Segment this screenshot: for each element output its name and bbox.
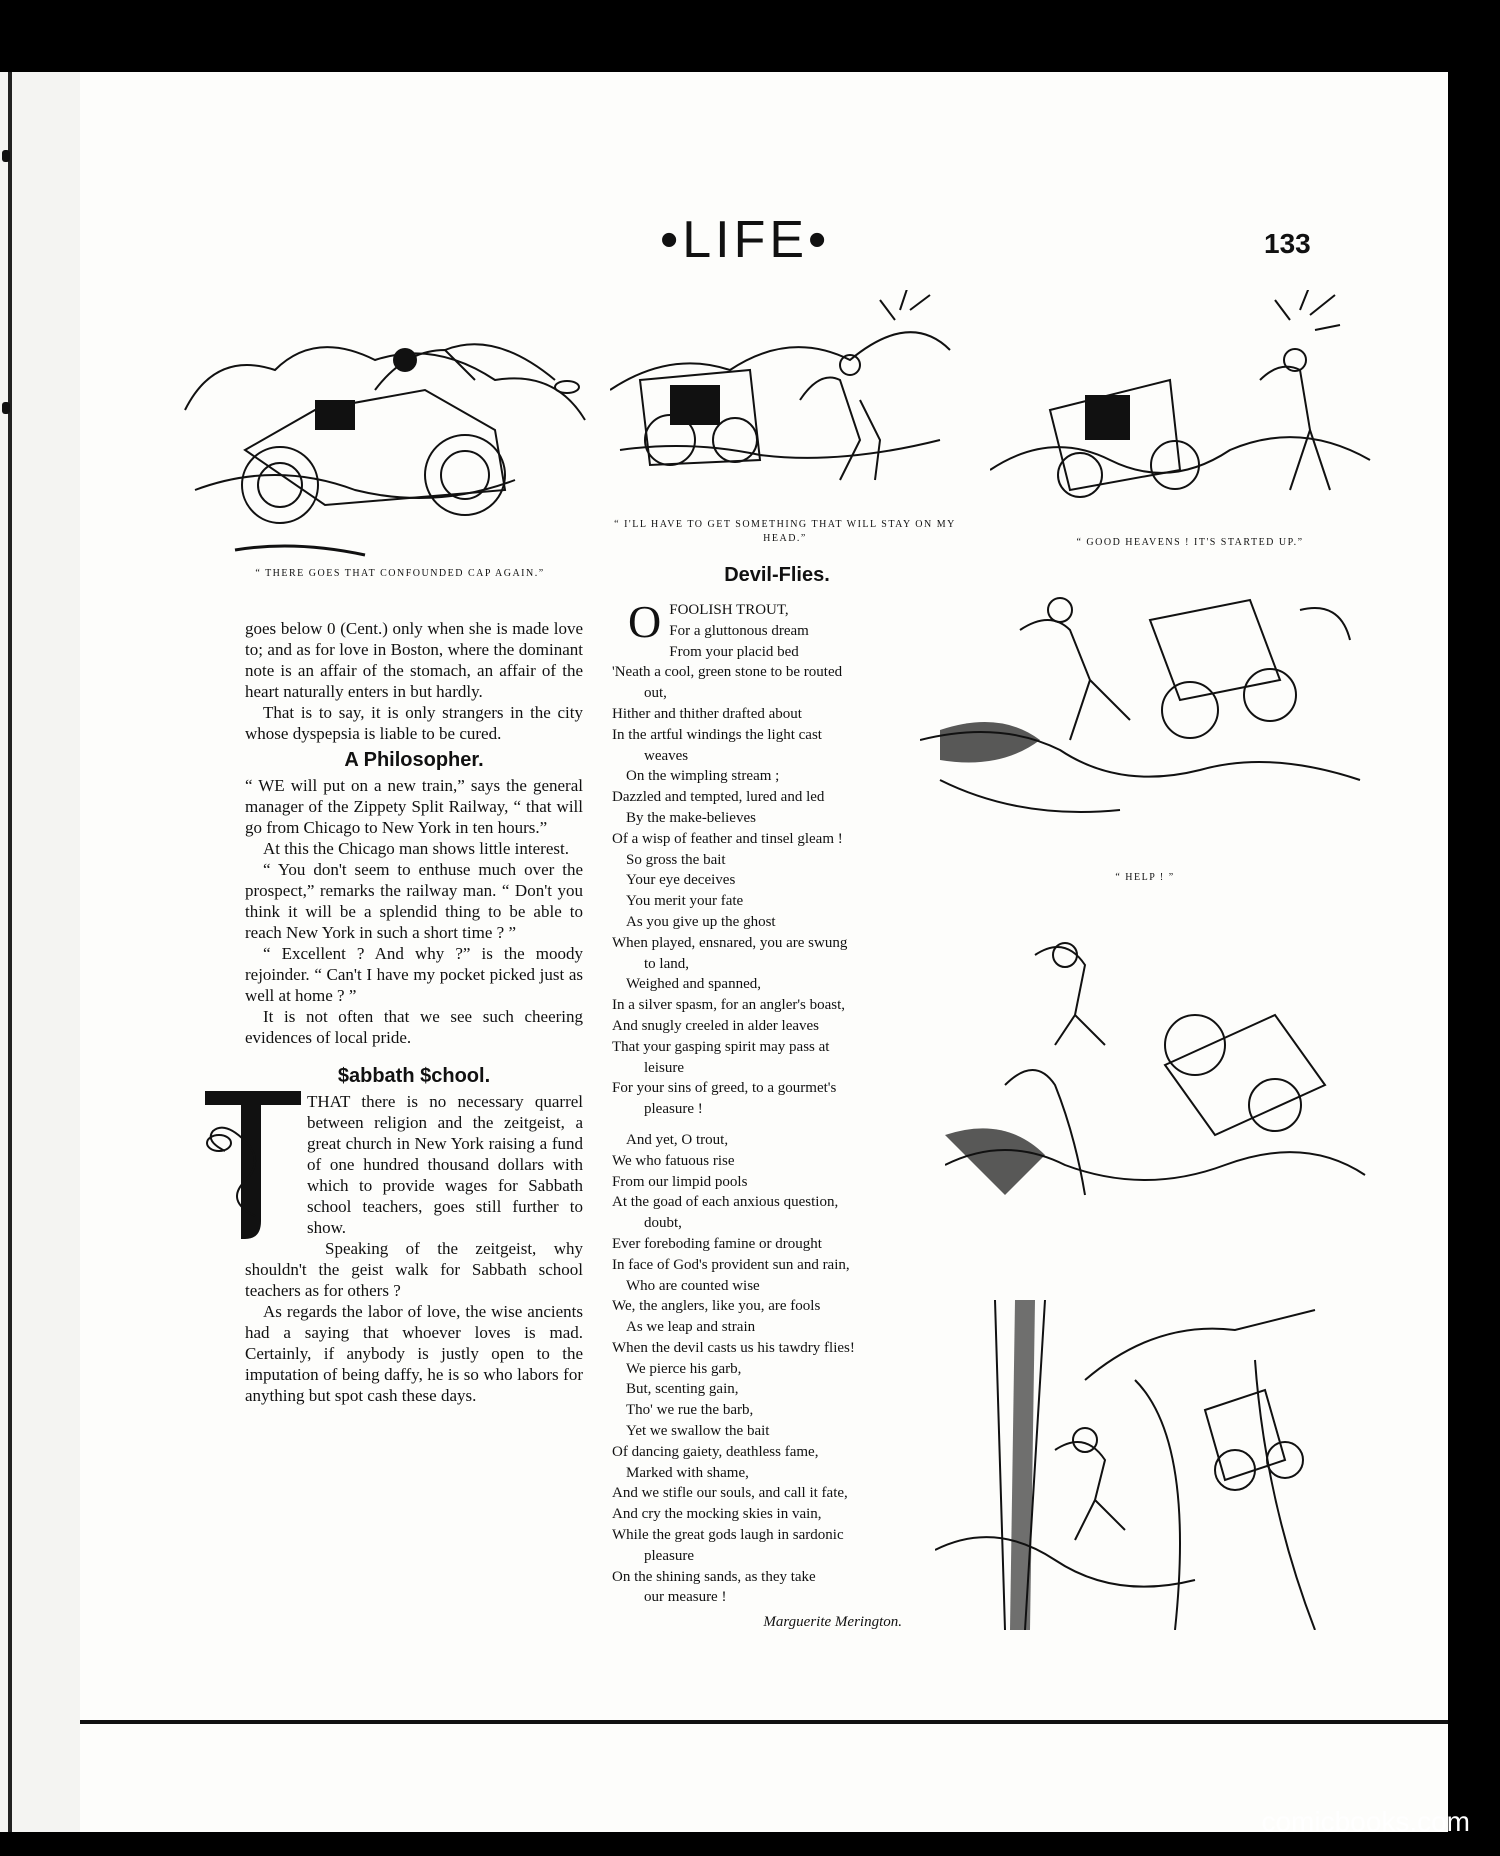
poem-line: When played, ensnared, you are swung: [612, 934, 848, 951]
paragraph: “ You don't seem to enthuse much over the prospect,” remarks the railway man. “ Don't you think it will be a splendid thing to be able to reach New York in such a short time ? ”: [245, 860, 583, 942]
illustration-panel-6: [935, 1300, 1345, 1630]
poem-line: doubt,: [644, 1215, 682, 1232]
poem-line: our measure !: [644, 1589, 727, 1606]
poem-stanza-2: [612, 1130, 942, 1608]
page-bottom-rule: [80, 1720, 1448, 1738]
poem-line: pleasure: [644, 1547, 694, 1564]
poem-stanza-1: [612, 596, 942, 1120]
poem-line: From our limpid pools: [612, 1173, 748, 1190]
paragraph: THAT there is no necessary quarrel between religion and the zeitgeist, a great church in New York raising a fund of one hundred thousand dollars with which to provide wages for Sabbath school teachers, goes still further to show.: [307, 1092, 583, 1237]
poem-line: You merit your fate: [626, 893, 744, 910]
poem-line: So gross the bait: [626, 851, 726, 868]
poem-line: Dazzled and tempted, lured and led: [612, 789, 825, 806]
poem-line: And we stifle our souls, and call it fate,: [612, 1485, 848, 1502]
poem-line: As you give up the ghost: [626, 913, 776, 930]
caption-panel-4: “ HELP ! ”: [1115, 872, 1175, 883]
poem-line: By the make-believes: [626, 809, 756, 826]
poem-author: Marguerite Merington.: [763, 1614, 902, 1631]
poem-line: For a gluttonous dream: [669, 622, 809, 639]
caption-panel-1: “ THERE GOES THAT CONFOUNDED CAP AGAIN.”: [255, 568, 545, 579]
paragraph: It is not often that we see such cheering evidences of local pride.: [245, 1007, 583, 1047]
article-title-philosopher: A Philosopher.: [344, 749, 484, 771]
masthead-title: •LIFE•: [660, 211, 831, 269]
poem-line: Hither and thither drafted about: [612, 705, 802, 722]
poem-line: We, the anglers, like you, are fools: [612, 1298, 821, 1315]
poem-line: On the shining sands, as they take: [612, 1568, 816, 1585]
poem-drop-letter: O: [628, 596, 662, 647]
article-title-sabbath: $abbath $chool.: [337, 1065, 491, 1087]
poem-line: In the artful windings the light cast: [612, 726, 822, 743]
poem-line: In face of God's provident sun and rain,: [612, 1256, 850, 1273]
decorated-drop-letter-t: [205, 1091, 301, 1241]
poem-line: While the great gods laugh in sardonic: [612, 1527, 844, 1544]
caption-panel-2: “ I'LL HAVE TO GET SOMETHING THAT WILL STAY ON MY HEAD.”: [614, 519, 956, 544]
poem-line: leisure: [644, 1059, 684, 1076]
paragraph: At this the Chicago man shows little interest.: [263, 839, 569, 858]
poem-line: out,: [644, 685, 667, 702]
paragraph: Speaking of the zeitgeist, why shouldn't the geist walk for Sabbath school teachers as for others ?: [245, 1239, 583, 1300]
poem-line: Your eye deceives: [626, 872, 736, 889]
paragraph: “ Excellent ? And why ?” is the moody rejoinder. “ Can't I have my pocket picked just as well at home ? ”: [245, 944, 583, 1005]
poem-line: And cry the mocking skies in vain,: [612, 1506, 822, 1523]
poem-line: That your gasping spirit may pass at: [612, 1038, 830, 1055]
poem-line: When the devil casts us his tawdry flies!: [612, 1339, 855, 1356]
poem-line: Weighed and spanned,: [626, 976, 761, 993]
poem-line: Of dancing gaiety, deathless fame,: [612, 1443, 819, 1460]
poem-line: For your sins of greed, to a gourmet's: [612, 1080, 837, 1097]
previous-page-edge: [0, 72, 80, 1832]
poem-body: [612, 596, 942, 1633]
poem-line: 'Neath a cool, green stone to be routed: [612, 664, 843, 681]
page-number: 133: [1264, 228, 1311, 259]
intro-paragraph: goes below 0 (Cent.) only when she is made love to; and as for love in Boston, where the dominant note is an affair of the stomach, an affair of the heart naturally enters in but hardly.: [245, 619, 583, 701]
poem-line: At the goad of each anxious question,: [612, 1194, 839, 1211]
poem-line: In a silver spasm, for an angler's boast,: [612, 997, 846, 1014]
poem-line: Yet we swallow the bait: [626, 1423, 770, 1440]
illustration-panel-3: [990, 290, 1380, 520]
paragraph: “ WE will put on a new train,” says the general manager of the Zippety Split Railway, “ that will go from Chicago to New York in ten hours.”: [245, 776, 583, 837]
poem-line: We who fatuous rise: [612, 1152, 735, 1169]
poem-line: But, scenting gain,: [626, 1381, 739, 1398]
poem-line: pleasure !: [644, 1101, 703, 1118]
poem-line: Marked with shame,: [626, 1464, 749, 1481]
illustration-panel-1: [175, 290, 595, 560]
poem-line: to land,: [644, 955, 689, 972]
poem-line: Of a wisp of feather and tinsel gleam !: [612, 830, 843, 847]
poem-line: FOOLISH TROUT,: [669, 602, 789, 618]
intro-paragraph: That is to say, it is only strangers in the city whose dyspepsia is liable to be cured.: [245, 703, 583, 743]
caption-panel-3: “ GOOD HEAVENS ! IT'S STARTED UP.”: [1076, 537, 1304, 548]
site-watermark: comicbooks.com: [1261, 1806, 1470, 1837]
poem-line: Tho' we rue the barb,: [626, 1402, 754, 1419]
illustration-panel-5: [945, 935, 1375, 1235]
poem-line: From your placid bed: [669, 643, 799, 660]
left-text-column: [245, 618, 583, 1406]
poem-line: As we leap and strain: [626, 1319, 756, 1336]
illustration-panel-4: [920, 570, 1370, 840]
paragraph: As regards the labor of love, the wise ancients had a saying that whoever loves is mad. Certainly, if anybody is justly open to the imputation of being daffy, he is so who labors for anything but spot cash these days.: [245, 1302, 583, 1405]
poem-line: And yet, O trout,: [626, 1131, 729, 1148]
poem-line: Who are counted wise: [626, 1277, 760, 1294]
poem-line: We pierce his garb,: [626, 1360, 742, 1377]
illustration-panel-2: [610, 290, 960, 510]
poem-line: Ever foreboding famine or drought: [612, 1235, 822, 1252]
poem-title: Devil-Flies.: [724, 564, 830, 586]
poem-line: On the wimpling stream ;: [626, 768, 780, 785]
poem-line: And snugly creeled in alder leaves: [612, 1017, 820, 1034]
poem-line: weaves: [644, 747, 689, 764]
